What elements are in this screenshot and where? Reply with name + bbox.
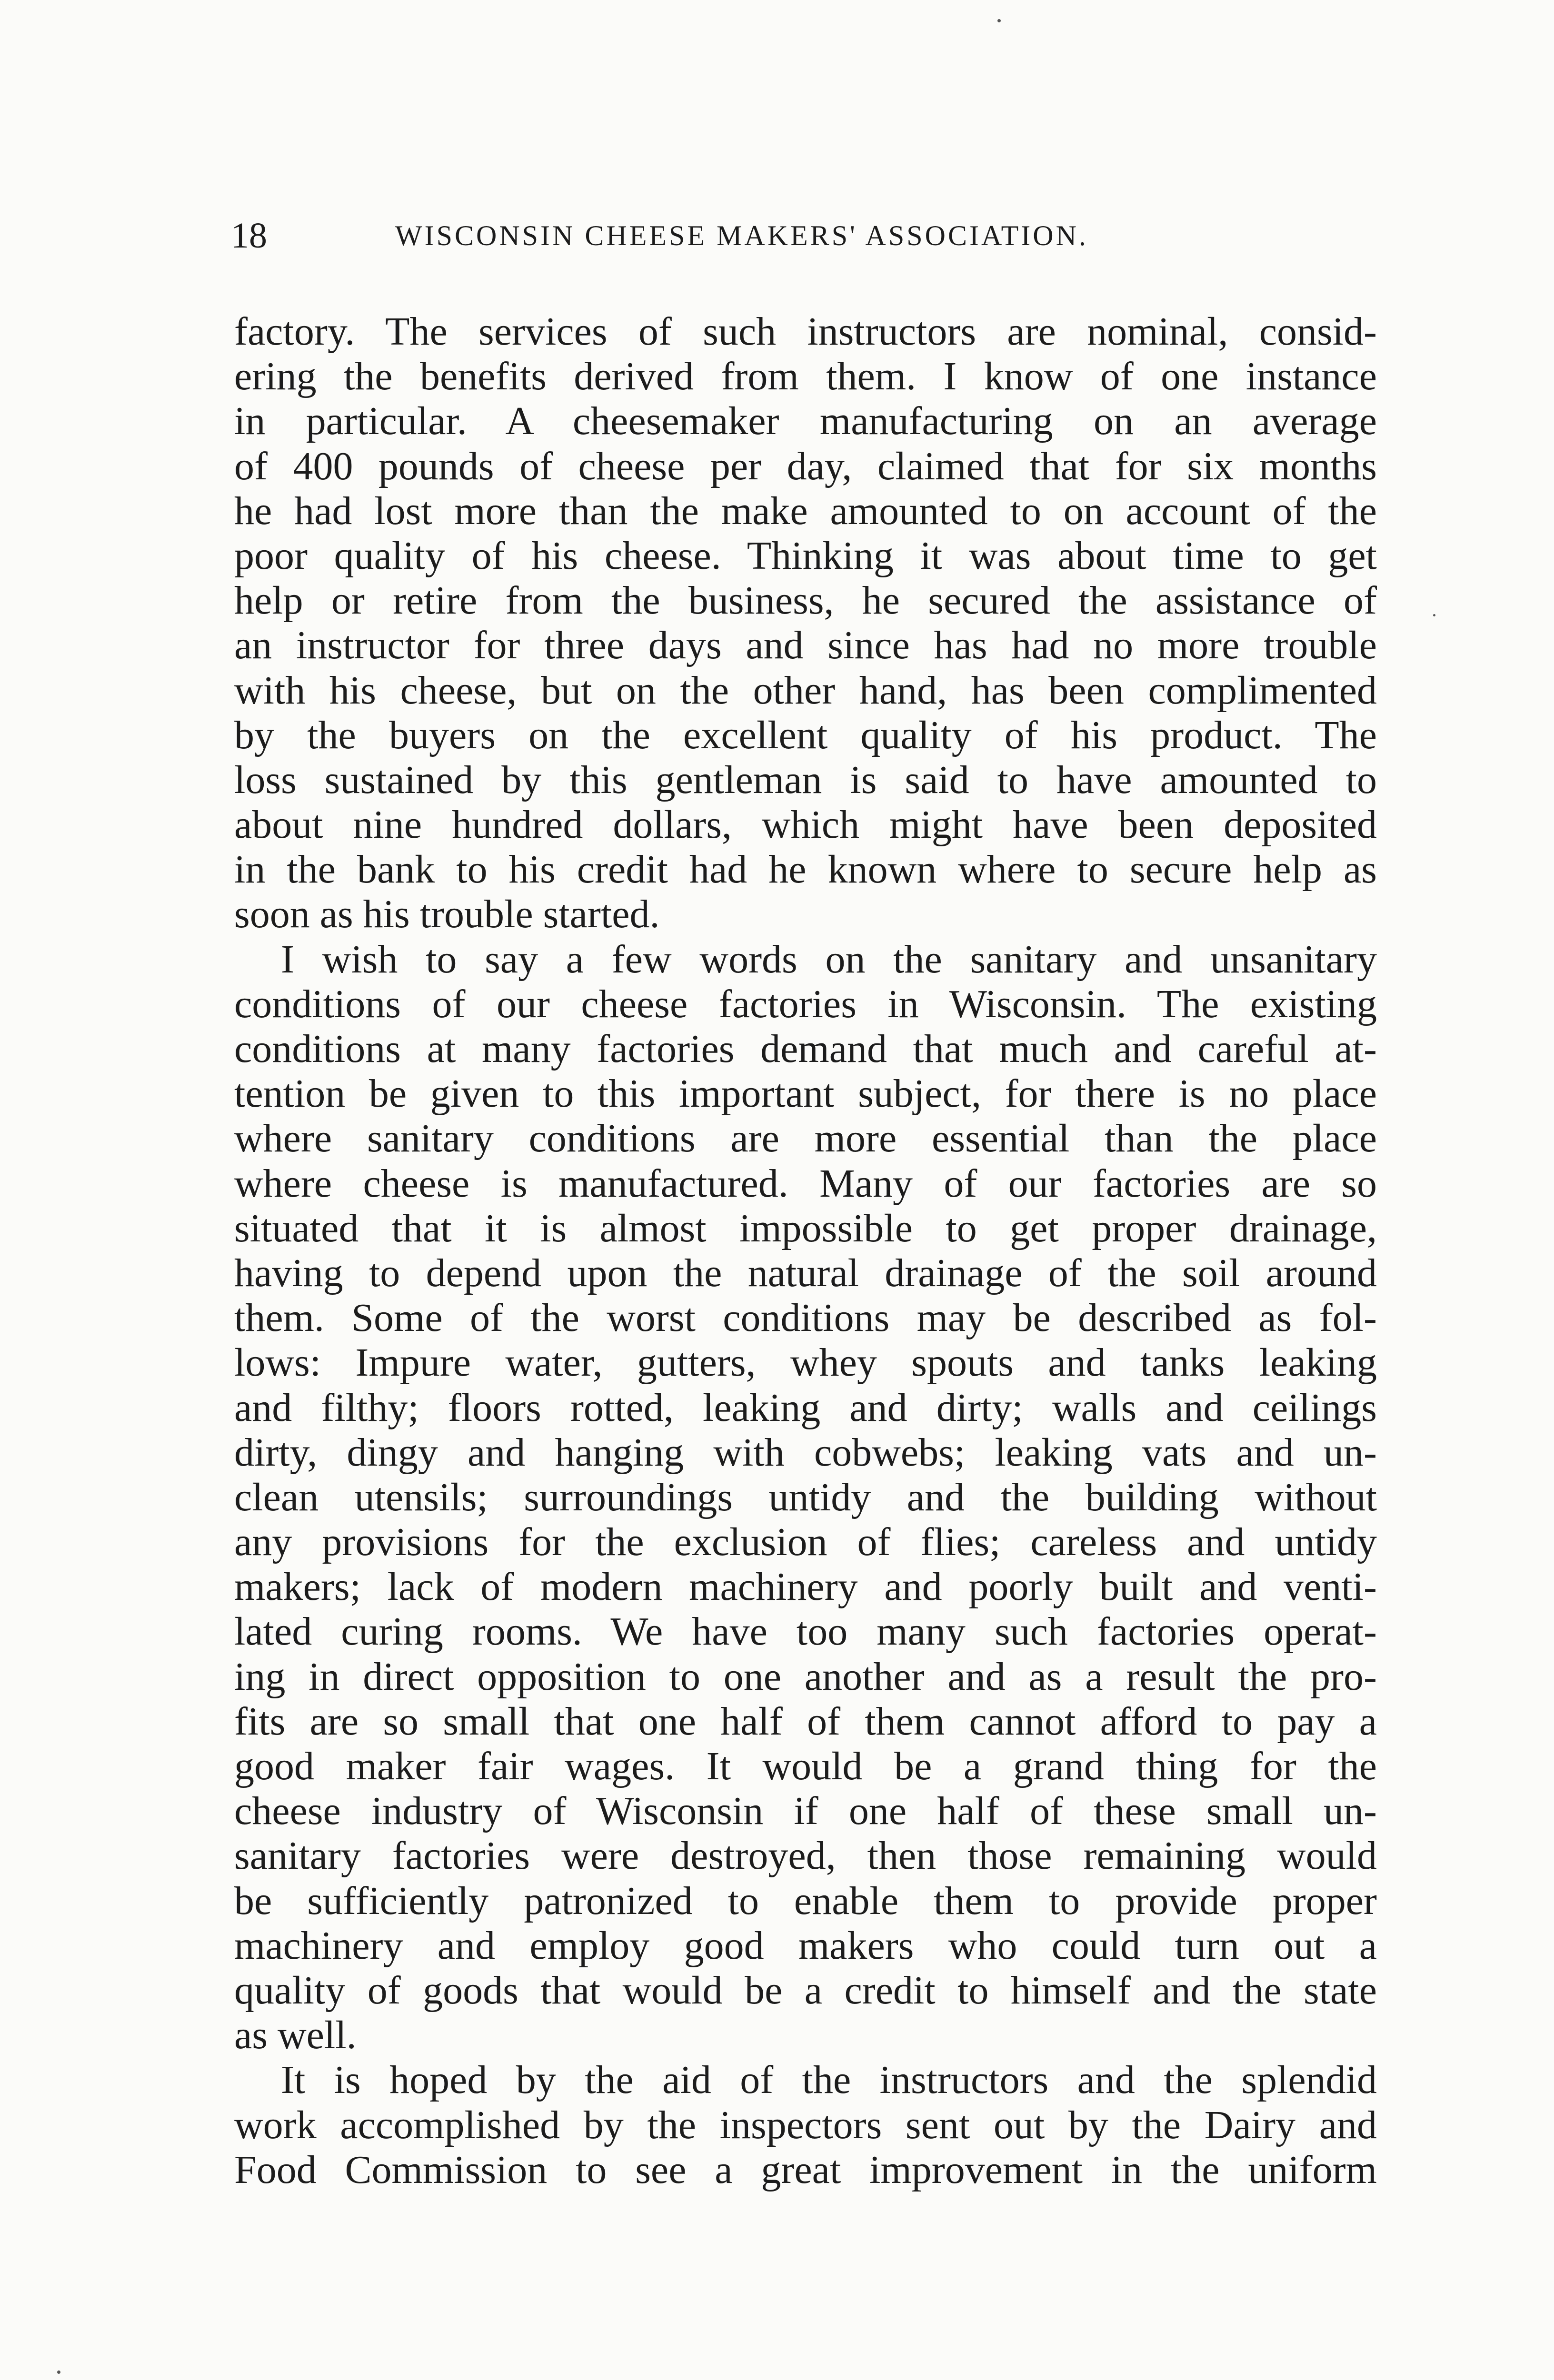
text-line: having to depend upon the natural drainage of the soil around bbox=[234, 1250, 1377, 1295]
text-line: sanitary factories were destroyed, then those remaining would bbox=[234, 1834, 1377, 1878]
text-line: be sufficiently patronized to enable them to provide proper bbox=[234, 1878, 1377, 1923]
body-text bbox=[234, 309, 1377, 2192]
text-line: factory. The services of such instructors are nominal, consid- bbox=[234, 309, 1377, 354]
scan-speck bbox=[997, 19, 1001, 22]
text-line: clean utensils; surroundings untidy and the building without bbox=[234, 1475, 1377, 1519]
text-line: cheese industry of Wisconsin if one half of these small un- bbox=[234, 1789, 1377, 1834]
text-line: quality of goods that would be a credit to himself and the state bbox=[234, 1968, 1377, 2013]
text-line: good maker fair wages. It would be a grand thing for the bbox=[234, 1744, 1377, 1788]
running-head bbox=[231, 209, 1240, 262]
text-line: by the buyers on the excellent quality of his product. The bbox=[234, 713, 1377, 757]
text-line: with his cheese, but on the other hand, has been complimented bbox=[234, 668, 1377, 713]
paragraph-start-line: It is hoped by the aid of the instructors and the splendid bbox=[281, 2058, 1377, 2102]
paragraph-end-line: soon as his trouble started. bbox=[234, 892, 660, 937]
text-line: ing in direct opposition to one another and as a result the pro- bbox=[234, 1654, 1377, 1699]
text-line: an instructor for three days and since has had no more trouble bbox=[234, 623, 1377, 668]
text-line: conditions at many factories demand that much and careful at- bbox=[234, 1027, 1377, 1071]
text-line: in particular. A cheesemaker manufacturing on an average bbox=[234, 399, 1377, 444]
text-line: makers; lack of modern machinery and poorly built and venti- bbox=[234, 1565, 1377, 1609]
page-number: 18 bbox=[231, 216, 267, 256]
scan-speck bbox=[57, 2370, 60, 2374]
text-line: conditions of our cheese factories in Wisconsin. The existing bbox=[234, 982, 1377, 1026]
text-line: any provisions for the exclusion of flies; careless and untidy bbox=[234, 1520, 1377, 1565]
text-line: about nine hundred dollars, which might have been deposited bbox=[234, 803, 1377, 847]
text-line: situated that it is almost impossible to get proper drainage, bbox=[234, 1206, 1377, 1250]
text-line: loss sustained by this gentleman is said to have amounted to bbox=[234, 757, 1377, 802]
text-line: them. Some of the worst conditions may be described as fol- bbox=[234, 1296, 1377, 1340]
paragraph-end-line: as well. bbox=[234, 2013, 357, 2058]
text-line: fits are so small that one half of them cannot afford to pay a bbox=[234, 1699, 1377, 1744]
text-line: he had lost more than the make amounted to on account of the bbox=[234, 488, 1377, 533]
text-line: where cheese is manufactured. Many of our factories are so bbox=[234, 1161, 1377, 1206]
text-line: tention be given to this important subject, for there is no place bbox=[234, 1071, 1377, 1116]
text-line: work accomplished by the inspectors sent out by the Dairy and bbox=[234, 2102, 1377, 2147]
running-title: WISCONSIN CHEESE MAKERS' ASSOCIATION. bbox=[395, 220, 1088, 251]
text-line: and filthy; floors rotted, leaking and dirty; walls and ceilings bbox=[234, 1385, 1377, 1430]
text-line: machinery and employ good makers who could turn out a bbox=[234, 1923, 1377, 1968]
text-line: in the bank to his credit had he known where to secure help as bbox=[234, 847, 1377, 892]
paragraph-start-line: I wish to say a few words on the sanitary and unsanitary bbox=[281, 937, 1377, 982]
text-line: ering the benefits derived from them. I know of one instance bbox=[234, 354, 1377, 399]
text-line: lows: Impure water, gutters, whey spouts and tanks leaking bbox=[234, 1340, 1377, 1385]
text-line: help or retire from the business, he secured the assistance of bbox=[234, 578, 1377, 623]
text-line: of 400 pounds of cheese per day, claimed that for six months bbox=[234, 444, 1377, 488]
scan-speck bbox=[1433, 614, 1435, 616]
text-line: Food Commission to see a great improvement in the uniform bbox=[234, 2147, 1377, 2192]
text-line: dirty, dingy and hanging with cobwebs; leaking vats and un- bbox=[234, 1430, 1377, 1475]
text-line: where sanitary conditions are more essential than the place bbox=[234, 1116, 1377, 1161]
text-line: poor quality of his cheese. Thinking it was about time to get bbox=[234, 533, 1377, 578]
text-line: lated curing rooms. We have too many such factories operat- bbox=[234, 1609, 1377, 1654]
